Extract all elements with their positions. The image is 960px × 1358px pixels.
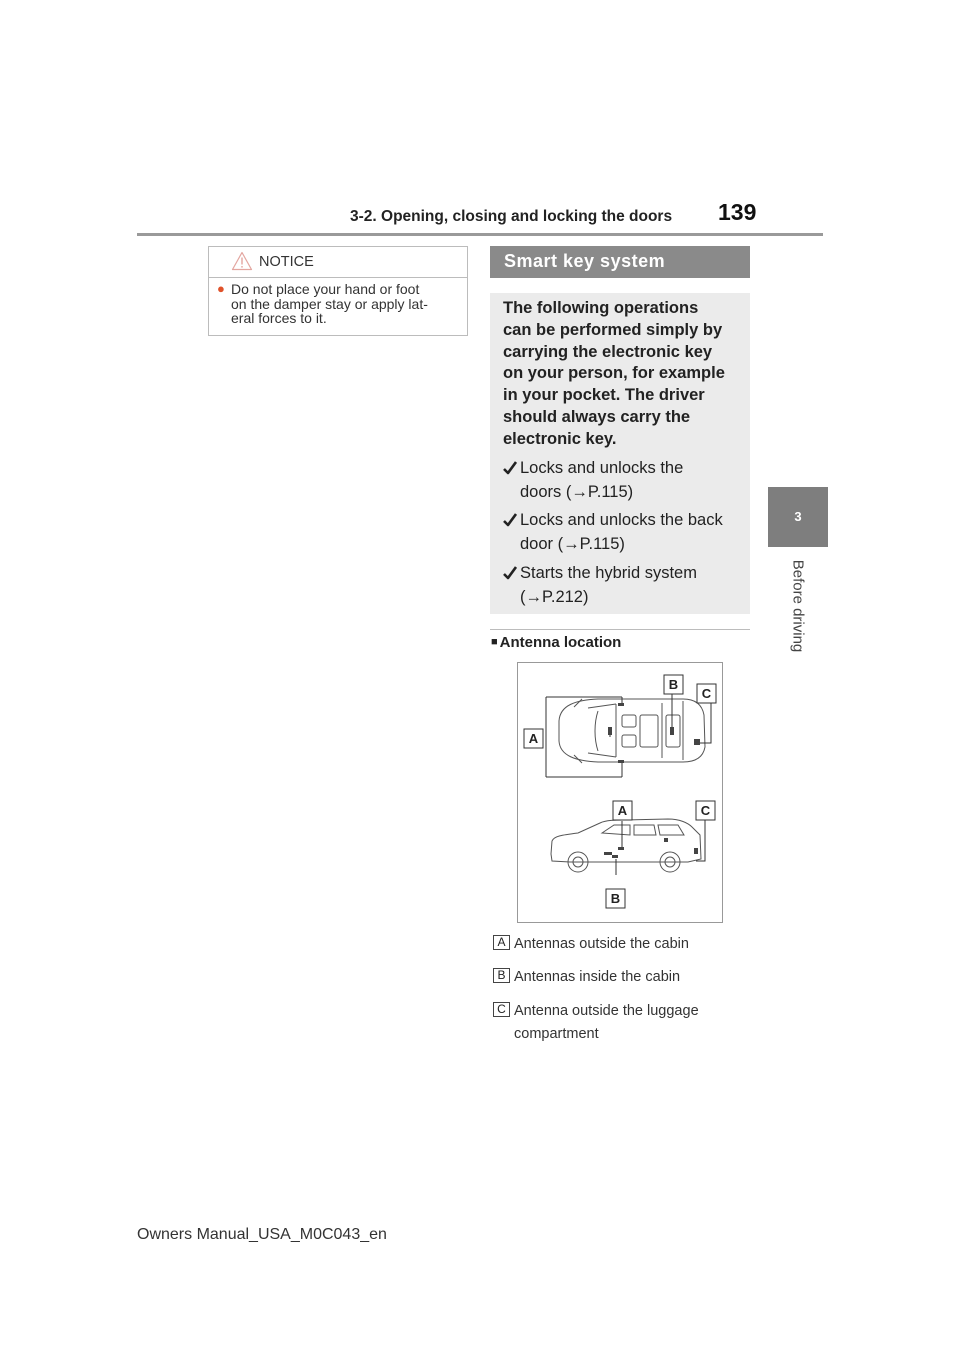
intro-line: electronic key. [503, 429, 617, 448]
notice-header [209, 247, 467, 278]
chapter-tab [768, 487, 828, 547]
diagram-label-c: C [701, 686, 712, 701]
checkmark-icon [503, 562, 517, 584]
section-title: 3-2. Opening, closing and locking the doors [350, 208, 673, 225]
legend-key: B [493, 968, 510, 983]
page-number: 139 [718, 199, 757, 225]
notice-line: Do not place your hand or foot [231, 281, 420, 297]
checkmark-icon [503, 509, 517, 531]
list-item-line: Locks and unlocks the back [520, 511, 723, 529]
diagram-label-a: A [617, 803, 628, 818]
footer-text: Owners Manual_USA_M0C043_en [137, 1226, 387, 1243]
list-item [503, 562, 743, 609]
warning-triangle-icon [231, 251, 253, 276]
notice-line: eral forces to it. [231, 310, 327, 326]
legend-text: Antennas outside the cabin [514, 936, 689, 952]
intro-line: on your person, for example [503, 364, 725, 383]
notice-body [217, 282, 462, 326]
list-item [503, 509, 743, 556]
subsection-heading [491, 634, 621, 651]
square-bullet-icon: ■ [491, 636, 498, 648]
legend-text: Antenna outside the luggage [514, 1003, 699, 1019]
list-item-line: Locks and unlocks the [520, 459, 684, 477]
list-item-line: Starts the hybrid system [520, 564, 697, 582]
header-rule [137, 233, 823, 236]
smart-key-summary-box [490, 293, 750, 614]
diagram-label-b: B [668, 677, 679, 692]
legend-text: Antennas inside the cabin [514, 969, 681, 985]
antenna-location-diagram [517, 662, 723, 923]
legend-text: compartment [514, 1026, 599, 1042]
list-item-line: doors (→P.115) [520, 482, 634, 501]
intro-line: can be performed simply by [503, 320, 723, 339]
diagram-label-a: A [528, 731, 539, 746]
notice-title: NOTICE [259, 254, 314, 270]
intro-line: carrying the electronic key [503, 342, 713, 361]
intro-line: should always carry the [503, 407, 691, 426]
notice-box [208, 246, 468, 336]
chapter-label: Before driving [789, 559, 807, 653]
intro-text [503, 298, 743, 451]
list-item-line: (→P.212) [520, 587, 589, 606]
checkmark-icon [503, 457, 517, 479]
section-heading-bar [490, 246, 750, 278]
chapter-number: 3 [794, 509, 802, 524]
bullet-icon: ● [217, 281, 225, 296]
section-divider [490, 629, 750, 630]
section-heading: Smart key system [504, 251, 666, 271]
notice-line: on the damper stay or apply lat- [231, 295, 428, 312]
diagram-label-c: C [700, 803, 711, 818]
subsection-heading-text: Antenna location [499, 634, 622, 651]
legend-key: C [493, 1002, 510, 1017]
intro-line: in your pocket. The driver [503, 386, 705, 405]
diagram-label-b: B [610, 891, 621, 906]
intro-line: The following operations [503, 299, 699, 317]
legend-key: A [493, 935, 510, 950]
list-item-line: door (→P.115) [520, 534, 625, 553]
list-item [503, 457, 743, 504]
